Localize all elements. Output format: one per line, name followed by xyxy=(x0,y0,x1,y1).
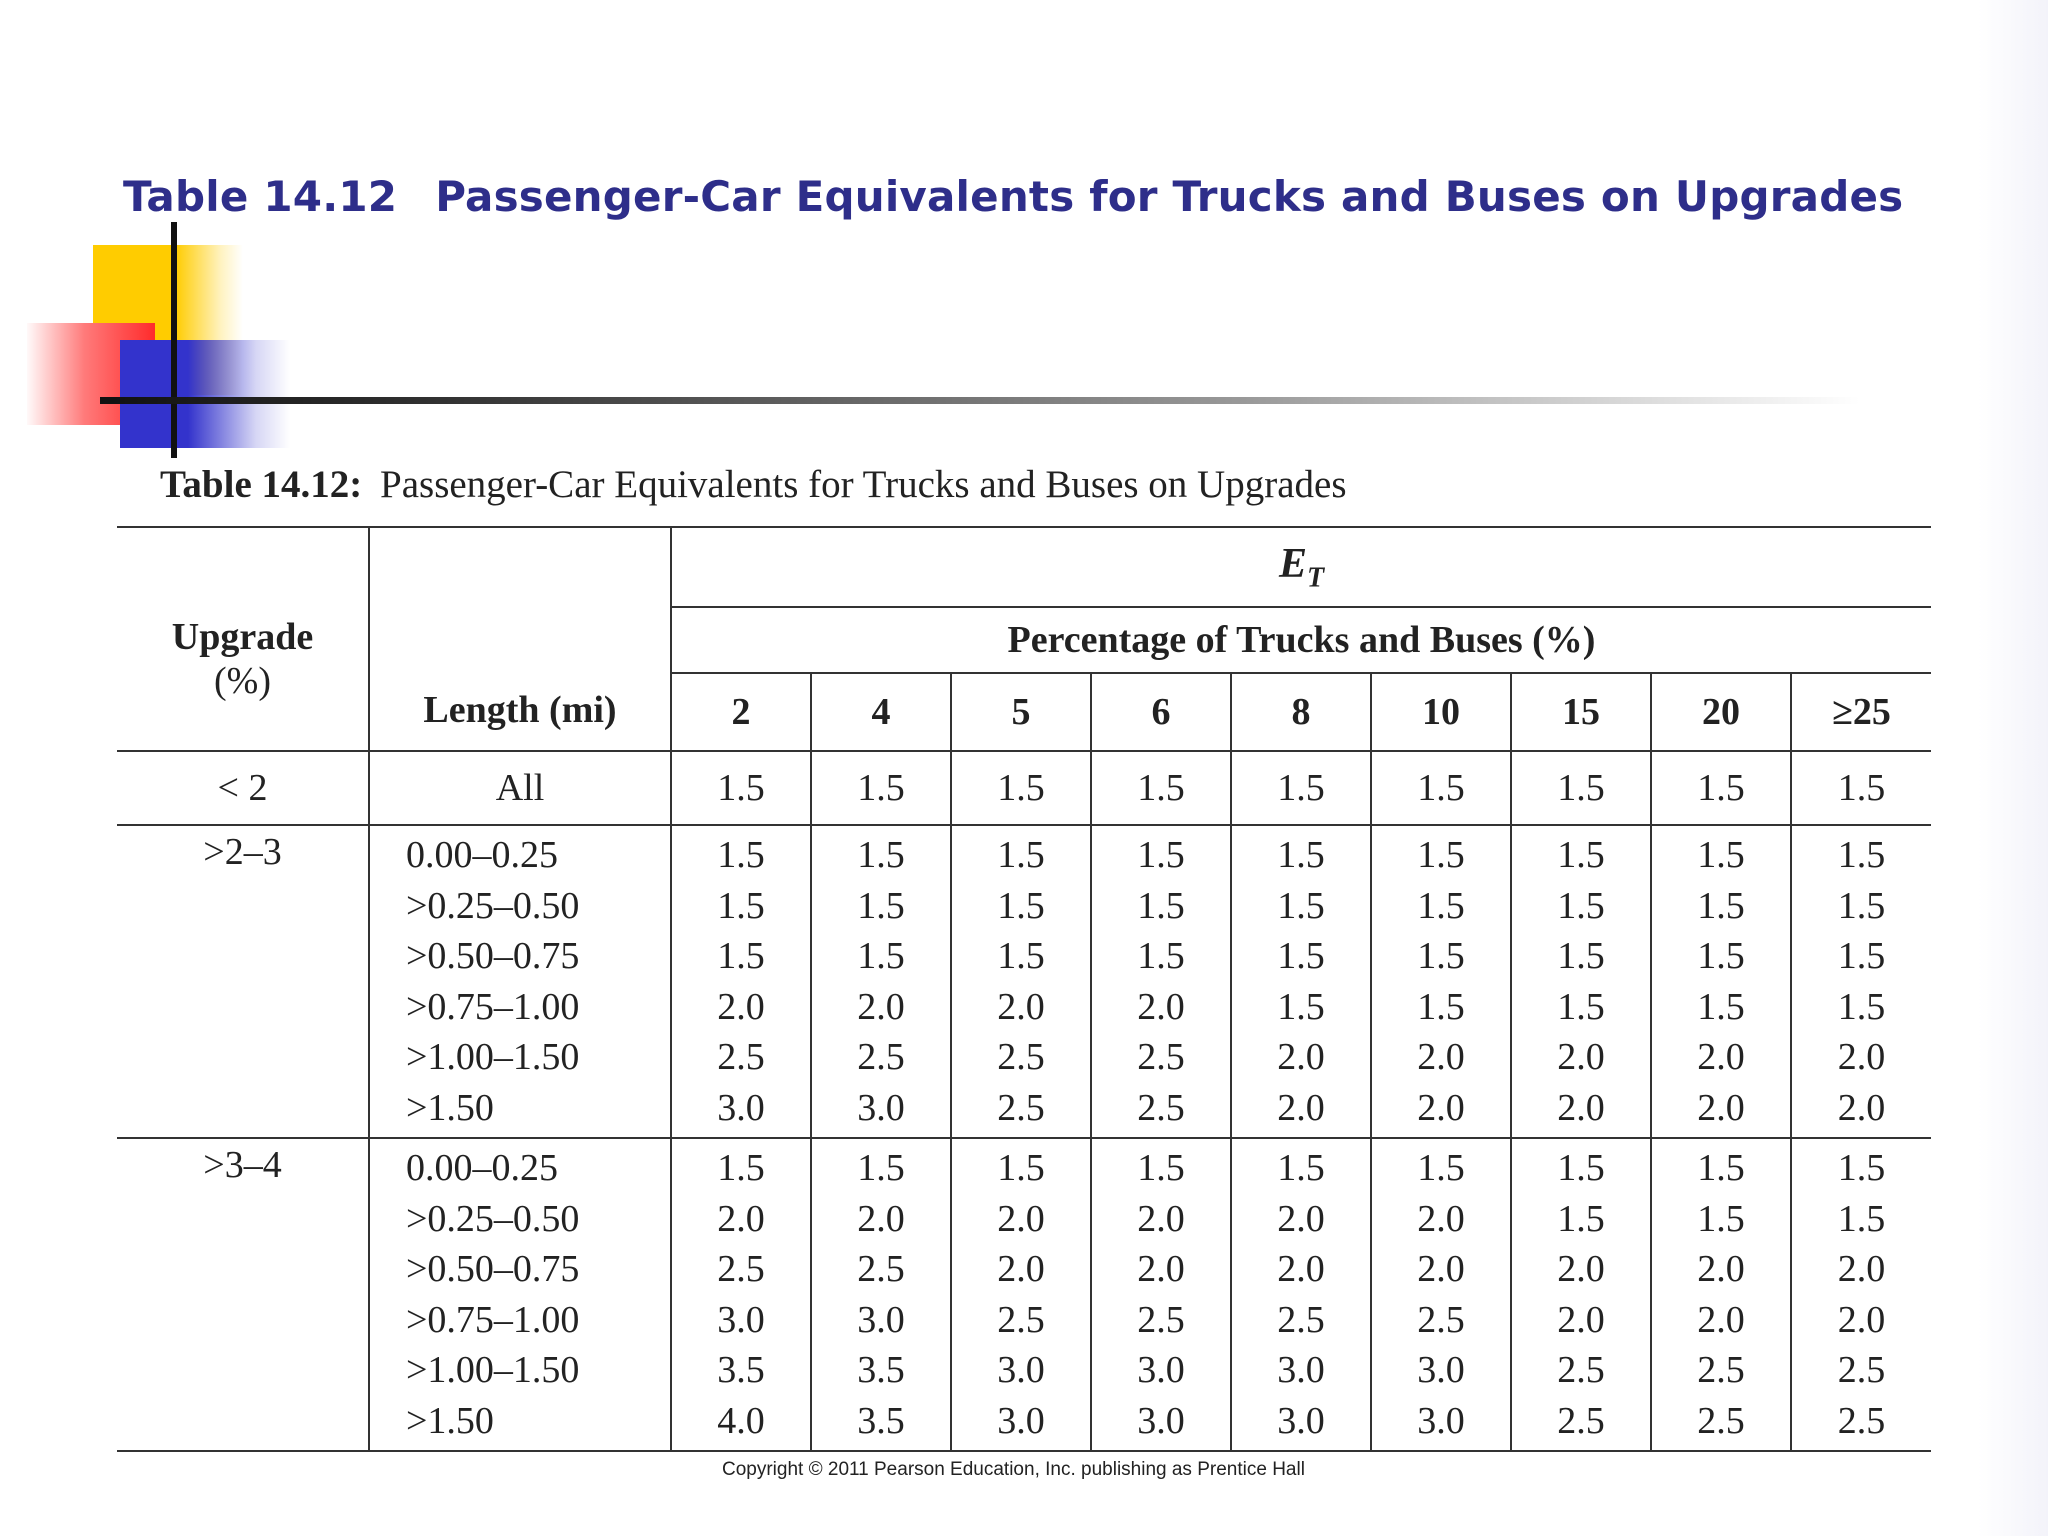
header-pct-column: 5 xyxy=(951,673,1091,751)
header-upgrade xyxy=(117,527,369,751)
cell-value: 3.0 xyxy=(997,1349,1045,1391)
cell-value: 2.0 xyxy=(1697,1298,1745,1341)
cell-value: 2.5 xyxy=(1557,1399,1605,1442)
cell-value: 2.0 xyxy=(997,1197,1045,1240)
cell-value: 3.0 xyxy=(1417,1399,1465,1442)
cell-value: 2.0 xyxy=(1557,1298,1605,1341)
cell-value: 2.5 xyxy=(1837,1399,1886,1442)
cell-value: 2.5 xyxy=(717,1036,765,1078)
cell-value: 2.5 xyxy=(1137,1086,1185,1129)
cell-value: 1.5 xyxy=(1837,834,1886,876)
header-pct-column: 6 xyxy=(1091,673,1231,751)
length-item: >0.75–1.00 xyxy=(406,1298,580,1341)
value-column xyxy=(951,825,1091,1138)
cell-value: 1.5 xyxy=(1837,985,1886,1028)
table-caption-text: Passenger-Car Equivalents for Trucks and Buses on Upgrades xyxy=(380,463,1347,506)
slide-title xyxy=(123,172,1903,221)
cell-value: 2.5 xyxy=(717,1248,765,1290)
cell-value: 2.0 xyxy=(1697,1036,1745,1078)
cell-value: 1.5 xyxy=(1417,985,1465,1028)
decor-blue-square xyxy=(120,340,290,448)
cell-value: 1.5 xyxy=(1231,751,1371,825)
decor-vertical-bar xyxy=(171,222,177,458)
cell-value: 1.5 xyxy=(951,751,1091,825)
cell-value: 3.0 xyxy=(1137,1349,1185,1391)
cell-value: 1.5 xyxy=(1417,1147,1465,1189)
cell-value: 2.0 xyxy=(1417,1197,1465,1240)
cell-value: 1.5 xyxy=(997,1147,1045,1189)
cell-value: 2.5 xyxy=(997,1298,1045,1341)
cell-value: 1.5 xyxy=(1137,1147,1185,1189)
header-pct-column: 4 xyxy=(811,673,951,751)
cell-value: 1.5 xyxy=(1837,935,1886,977)
value-column xyxy=(951,1138,1091,1451)
value-column xyxy=(1371,1138,1511,1451)
cell-value: 1.5 xyxy=(1837,1147,1886,1189)
cell-value: 1.5 xyxy=(811,751,951,825)
cell-value: 3.0 xyxy=(717,1086,765,1129)
header-percentage: Percentage of Trucks and Buses (%) xyxy=(671,607,1931,673)
cell-value: 1.5 xyxy=(857,935,905,977)
cell-value: 1.5 xyxy=(1697,935,1745,977)
value-column xyxy=(1651,825,1791,1138)
cell-value: 1.5 xyxy=(1557,1197,1605,1240)
cell-value: 2.0 xyxy=(997,985,1045,1028)
row-upgrade-group: >2–3 xyxy=(117,825,369,1138)
value-column xyxy=(1371,825,1511,1138)
cell-value: 1.5 xyxy=(1417,834,1465,876)
length-item: >0.50–0.75 xyxy=(406,935,580,977)
value-column xyxy=(1231,1138,1371,1451)
cell-value: 1.5 xyxy=(671,751,811,825)
cell-value: 2.0 xyxy=(1837,1298,1886,1341)
cell-value: 1.5 xyxy=(1837,1197,1886,1240)
slide-title-text: Passenger-Car Equivalents for Trucks and Buses on Upgrades xyxy=(435,172,1904,221)
header-upgrade-line2: (%) xyxy=(214,660,271,702)
cell-value: 3.0 xyxy=(1417,1349,1465,1391)
cell-value: 2.0 xyxy=(717,985,765,1028)
cell-value: 1.5 xyxy=(717,1147,765,1189)
value-column xyxy=(811,825,951,1138)
cell-value: 1.5 xyxy=(1697,884,1745,927)
value-column xyxy=(811,1138,951,1451)
cell-value: 1.5 xyxy=(1137,935,1185,977)
cell-value: 3.0 xyxy=(1137,1399,1185,1442)
length-item: >1.00–1.50 xyxy=(406,1349,580,1391)
length-item: >1.50 xyxy=(406,1086,494,1129)
cell-value: 2.0 xyxy=(1697,1248,1745,1290)
header-pct-column: 8 xyxy=(1231,673,1371,751)
cell-value: 1.5 xyxy=(1091,751,1231,825)
cell-value: 1.5 xyxy=(717,884,765,927)
row-upgrade-group: >3–4 xyxy=(117,1138,369,1451)
cell-value: 1.5 xyxy=(1837,884,1886,927)
value-column xyxy=(671,1138,811,1451)
cell-value: 1.5 xyxy=(1371,751,1511,825)
header-et-label: $E_T$ xyxy=(1278,540,1325,594)
cell-value: 1.5 xyxy=(857,1147,905,1189)
cell-value: 1.5 xyxy=(997,834,1045,876)
cell-value: 2.0 xyxy=(1277,1197,1325,1240)
cell-value: 2.0 xyxy=(857,985,905,1028)
pce-table xyxy=(117,526,1931,1452)
cell-value: 2.0 xyxy=(717,1197,765,1240)
cell-value: 1.5 xyxy=(1837,767,1886,809)
cell-value: 3.5 xyxy=(857,1399,905,1442)
slide-title-number: Table 14.12 xyxy=(123,172,398,221)
cell-value: 1.5 xyxy=(1697,985,1745,1028)
header-pct-column: 10 xyxy=(1371,673,1511,751)
length-item: >0.50–0.75 xyxy=(406,1248,580,1290)
cell-value: 2.5 xyxy=(1137,1298,1185,1341)
header-pct-column: 2 xyxy=(671,673,811,751)
header-pct-column: 20 xyxy=(1651,673,1791,751)
value-column xyxy=(1791,1138,1931,1451)
cell-value: 1.5 xyxy=(1277,834,1325,876)
cell-value: 1.5 xyxy=(1511,751,1651,825)
cell-value: 2.5 xyxy=(1557,1349,1605,1391)
cell-value: 1.5 xyxy=(1277,884,1325,927)
cell-value: 2.5 xyxy=(1697,1399,1745,1442)
cell-value: 2.0 xyxy=(1837,1036,1886,1078)
cell-value: 1.5 xyxy=(997,884,1045,927)
length-item: >0.25–0.50 xyxy=(406,1197,580,1240)
cell-value: 3.0 xyxy=(997,1399,1045,1442)
cell-value: 2.0 xyxy=(1697,1086,1745,1129)
table-caption-label: Table 14.12: xyxy=(160,463,363,506)
cell-value: 2.0 xyxy=(997,1248,1045,1290)
cell-value: 1.5 xyxy=(1697,1197,1745,1240)
value-column xyxy=(1511,825,1651,1138)
cell-value: 2.0 xyxy=(1417,1086,1465,1129)
cell-value: 1.5 xyxy=(1557,834,1605,876)
cell-value: 1.5 xyxy=(1557,1147,1605,1189)
cell-value: 1.5 xyxy=(1137,834,1185,876)
right-edge-shade xyxy=(1978,0,2048,1536)
cell-value: 2.0 xyxy=(1557,1248,1605,1290)
value-column xyxy=(1091,825,1231,1138)
value-column xyxy=(1791,825,1931,1138)
length-item: >1.50 xyxy=(406,1399,494,1442)
cell-value: 1.5 xyxy=(1557,884,1605,927)
length-item: >0.75–1.00 xyxy=(406,985,580,1028)
cell-value: 4.0 xyxy=(717,1399,765,1442)
cell-value: 1.5 xyxy=(1557,935,1605,977)
length-list xyxy=(369,1138,671,1451)
value-column xyxy=(1511,1138,1651,1451)
header-upgrade-line1: Upgrade xyxy=(171,616,314,658)
length-item: >0.25–0.50 xyxy=(406,884,580,927)
cell-value: 2.5 xyxy=(1277,1298,1325,1341)
cell-value: 3.0 xyxy=(1277,1349,1325,1391)
cell-value: 1.5 xyxy=(1417,935,1465,977)
cell-value: 2.5 xyxy=(1417,1298,1465,1341)
header-length: Length (mi) xyxy=(369,527,671,751)
cell-value: 3.5 xyxy=(857,1349,905,1391)
cell-value: 1.5 xyxy=(1137,884,1185,927)
cell-value: 2.5 xyxy=(1837,1349,1886,1391)
cell-value: 1.5 xyxy=(1697,834,1745,876)
value-column xyxy=(1231,825,1371,1138)
cell-value: 3.0 xyxy=(857,1298,905,1341)
value-column xyxy=(671,825,811,1138)
cell-value: 2.5 xyxy=(857,1248,905,1290)
cell-value: 2.0 xyxy=(1557,1036,1605,1078)
cell-value: 2.0 xyxy=(1137,1197,1185,1240)
cell-value: 1.5 xyxy=(1651,751,1791,825)
length-item: 0.00–0.25 xyxy=(406,834,558,876)
cell-value: 1.5 xyxy=(1417,884,1465,927)
cell-value: 1.5 xyxy=(1557,985,1605,1028)
cell-value: 2.0 xyxy=(1277,1248,1325,1290)
cell-value: 2.0 xyxy=(1277,1086,1325,1129)
cell-value: 1.5 xyxy=(857,884,905,927)
table-caption xyxy=(160,462,1347,507)
cell-value: 3.0 xyxy=(857,1086,905,1129)
cell-value: 2.0 xyxy=(1417,1036,1465,1078)
cell-value: 1.5 xyxy=(1697,1147,1745,1189)
length-list xyxy=(369,825,671,1138)
cell-value: 1.5 xyxy=(997,935,1045,977)
group-row-2-3 xyxy=(117,825,1931,1138)
cell-value: 1.5 xyxy=(857,834,905,876)
cell-value: 1.5 xyxy=(1277,985,1325,1028)
cell-value: 2.5 xyxy=(1137,1036,1185,1078)
cell-value: 2.5 xyxy=(997,1036,1045,1078)
decor-horizontal-rule xyxy=(100,397,1860,404)
cell-value: 3.0 xyxy=(717,1298,765,1341)
header-pct-column: 15 xyxy=(1511,673,1651,751)
cell-value: 1.5 xyxy=(717,834,765,876)
cell-value: 2.0 xyxy=(1137,985,1185,1028)
length-item: >1.00–1.50 xyxy=(406,1036,580,1078)
header-pct-column: ≥25 xyxy=(1832,691,1891,733)
cell-value: 2.0 xyxy=(1837,1086,1886,1129)
cell-value: 2.0 xyxy=(1417,1248,1465,1290)
cell-value: 2.0 xyxy=(857,1197,905,1240)
cell-value: 3.0 xyxy=(1277,1399,1325,1442)
cell-value: 1.5 xyxy=(1277,935,1325,977)
length-item: 0.00–0.25 xyxy=(406,1147,558,1189)
cell-value: 2.0 xyxy=(1277,1036,1325,1078)
copyright-footer: Copyright © 2011 Pearson Education, Inc. publishing as Prentice Hall xyxy=(722,1459,1305,1480)
row-upgrade-lt2: < 2 xyxy=(117,751,369,825)
cell-value: 3.5 xyxy=(717,1349,765,1391)
row-length-all: All xyxy=(369,751,671,825)
value-column xyxy=(1091,1138,1231,1451)
cell-value: 2.5 xyxy=(997,1086,1045,1129)
group-row-3-4 xyxy=(117,1138,1931,1451)
cell-value: 2.0 xyxy=(1557,1086,1605,1129)
cell-value: 2.0 xyxy=(1837,1248,1886,1290)
cell-value: 2.5 xyxy=(1697,1349,1745,1391)
value-column xyxy=(1651,1138,1791,1451)
cell-value: 2.5 xyxy=(857,1036,905,1078)
cell-value: 1.5 xyxy=(717,935,765,977)
cell-value: 1.5 xyxy=(1277,1147,1325,1189)
cell-value: 2.0 xyxy=(1137,1248,1185,1290)
header-et xyxy=(671,527,1931,607)
